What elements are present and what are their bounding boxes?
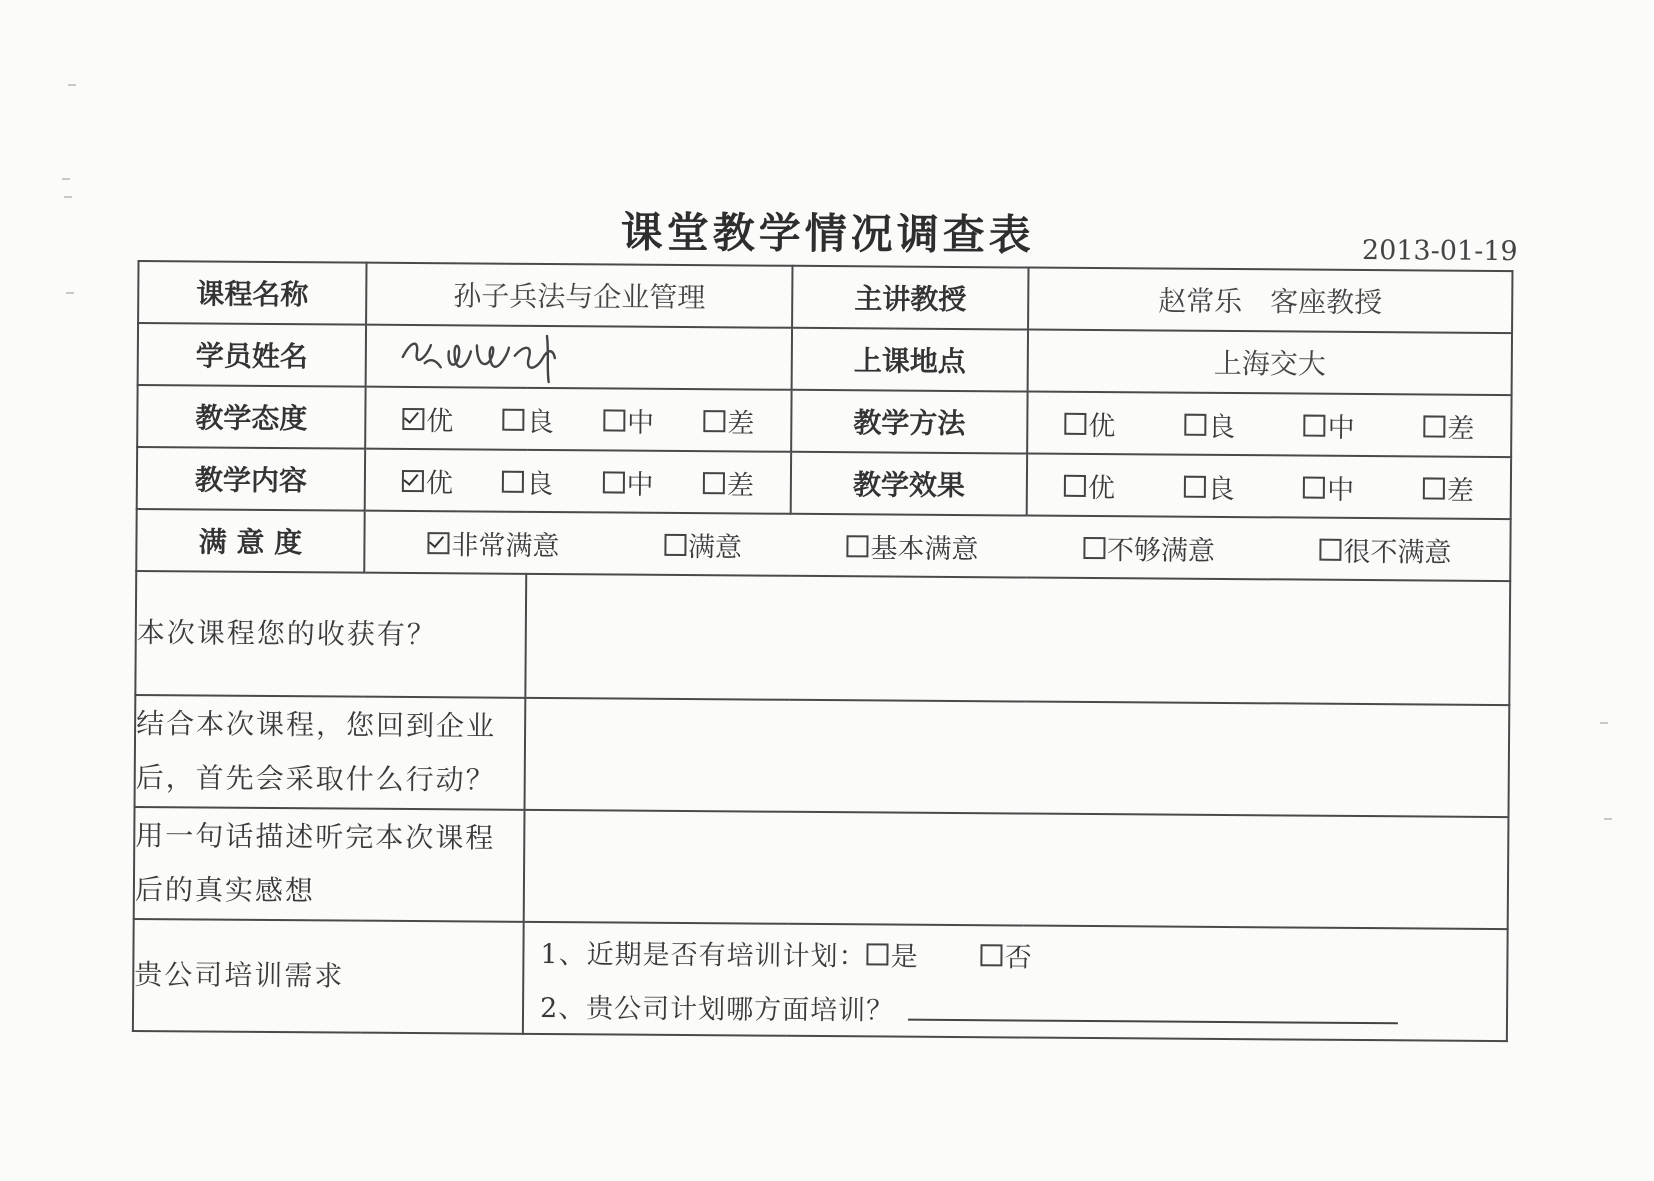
checkbox-icon[interactable] xyxy=(502,471,524,493)
row-question-action xyxy=(135,695,1510,817)
checkbox-icon[interactable] xyxy=(602,471,624,493)
training-q2: 2、贵公司计划哪方面培训？ xyxy=(524,978,1506,1039)
satisfaction-option-3[interactable]: 基本满意 xyxy=(846,526,978,566)
content-option-2[interactable]: 良 xyxy=(502,461,553,500)
training-no-option[interactable]: 否 xyxy=(981,935,1033,974)
satisfaction-option-1[interactable]: 非常满意 xyxy=(427,523,559,563)
content-option-4[interactable]: 差 xyxy=(703,463,754,502)
content-label: 教学内容 xyxy=(137,447,365,511)
training-label: 贵公司培训需求 xyxy=(133,919,524,1034)
attitude-option-3[interactable]: 中 xyxy=(603,400,654,439)
method-option-4[interactable]: 差 xyxy=(1423,406,1474,445)
effect-option-2[interactable]: 良 xyxy=(1183,466,1234,505)
checkbox-icon[interactable] xyxy=(1183,476,1205,498)
checkbox-checked-icon[interactable] xyxy=(402,470,424,492)
training-cell xyxy=(523,922,1508,1041)
checkbox-icon[interactable] xyxy=(664,534,686,556)
method-option-1[interactable]: 优 xyxy=(1064,403,1115,442)
effect-option-4[interactable]: 差 xyxy=(1423,468,1474,507)
content-option-1[interactable]: 优 xyxy=(402,460,453,499)
row-student xyxy=(138,323,1512,395)
question-action-answer[interactable] xyxy=(525,698,1510,817)
checkbox-checked-icon[interactable] xyxy=(402,408,424,430)
question-feeling-answer[interactable] xyxy=(524,810,1509,929)
checkbox-icon[interactable] xyxy=(1184,414,1206,436)
effect-option-3[interactable]: 中 xyxy=(1303,467,1354,506)
satisfaction-option-5[interactable]: 很不满意 xyxy=(1319,529,1451,569)
content-option-3[interactable]: 中 xyxy=(602,462,653,501)
checkbox-icon[interactable] xyxy=(867,943,889,965)
row-training xyxy=(133,919,1508,1041)
method-option-3[interactable]: 中 xyxy=(1304,405,1355,444)
checkbox-icon[interactable] xyxy=(846,535,868,557)
form-date: 2013-01-19 xyxy=(1361,234,1518,268)
student-label: 学员姓名 xyxy=(138,323,366,387)
handwritten-signature xyxy=(397,327,597,386)
checkbox-icon[interactable] xyxy=(1303,477,1325,499)
checkbox-icon[interactable] xyxy=(603,409,625,431)
row-content-effect xyxy=(137,447,1511,519)
row-course xyxy=(138,261,1512,333)
checkbox-icon[interactable] xyxy=(1423,415,1445,437)
checkbox-icon[interactable] xyxy=(703,410,725,432)
question-action-label: 结合本次课程，您回到企业后，首先会采取什么行动？ xyxy=(135,695,526,810)
checkbox-icon[interactable] xyxy=(1083,537,1105,559)
satisfaction-option-2[interactable]: 满意 xyxy=(664,524,742,564)
checkbox-checked-icon[interactable] xyxy=(427,532,449,554)
row-question-feeling xyxy=(134,807,1509,929)
attitude-label: 教学态度 xyxy=(137,385,365,449)
training-q1: 1、近期是否有培训计划： 是 否 xyxy=(524,924,1506,985)
checkbox-icon[interactable] xyxy=(1304,415,1326,437)
satisfaction-option-4[interactable]: 不够满意 xyxy=(1083,527,1215,567)
checkbox-icon[interactable] xyxy=(1319,539,1341,561)
survey-table xyxy=(132,260,1514,1042)
question-feeling-label: 用一句话描述听完本次课程后的真实感想 xyxy=(134,807,525,922)
professor-value: 赵常乐 客座教授 xyxy=(1028,268,1512,334)
method-option-2[interactable]: 良 xyxy=(1184,404,1235,443)
training-q2-answer-line[interactable] xyxy=(908,1019,1398,1025)
attitude-option-4[interactable]: 差 xyxy=(703,401,754,440)
training-yes-option[interactable]: 是 xyxy=(867,934,919,973)
row-question-gain xyxy=(135,571,1510,705)
location-label: 上课地点 xyxy=(792,328,1028,392)
satisfaction-label: 满 意 度 xyxy=(136,509,364,573)
course-label: 课程名称 xyxy=(138,261,366,325)
checkbox-icon[interactable] xyxy=(1064,475,1086,497)
row-satisfaction xyxy=(136,509,1510,581)
effect-option-1[interactable]: 优 xyxy=(1064,465,1115,504)
course-value: 孙子兵法与企业管理 xyxy=(366,263,792,328)
attitude-option-1[interactable]: 优 xyxy=(402,398,453,437)
professor-label: 主讲教授 xyxy=(792,266,1028,330)
effect-label: 教学效果 xyxy=(791,452,1027,516)
question-gain-label: 本次课程您的收获有？ xyxy=(135,571,526,698)
attitude-option-2[interactable]: 良 xyxy=(503,399,554,438)
checkbox-icon[interactable] xyxy=(1064,413,1086,435)
content-options xyxy=(365,449,791,514)
form-title: 课堂教学情况调查表 xyxy=(620,207,1035,260)
checkbox-icon[interactable] xyxy=(981,944,1003,966)
method-label: 教学方法 xyxy=(791,390,1027,454)
survey-sheet xyxy=(131,196,1518,1106)
attitude-options xyxy=(365,387,791,452)
row-attitude-method xyxy=(137,385,1511,457)
question-gain-answer[interactable] xyxy=(525,574,1510,705)
satisfaction-options xyxy=(364,511,1510,581)
effect-options xyxy=(1027,454,1511,520)
checkbox-icon[interactable] xyxy=(503,409,525,431)
student-signature-cell[interactable] xyxy=(366,325,792,390)
checkbox-icon[interactable] xyxy=(703,472,725,494)
checkbox-icon[interactable] xyxy=(1423,477,1445,499)
method-options xyxy=(1027,392,1511,458)
location-value: 上海交大 xyxy=(1028,330,1512,396)
